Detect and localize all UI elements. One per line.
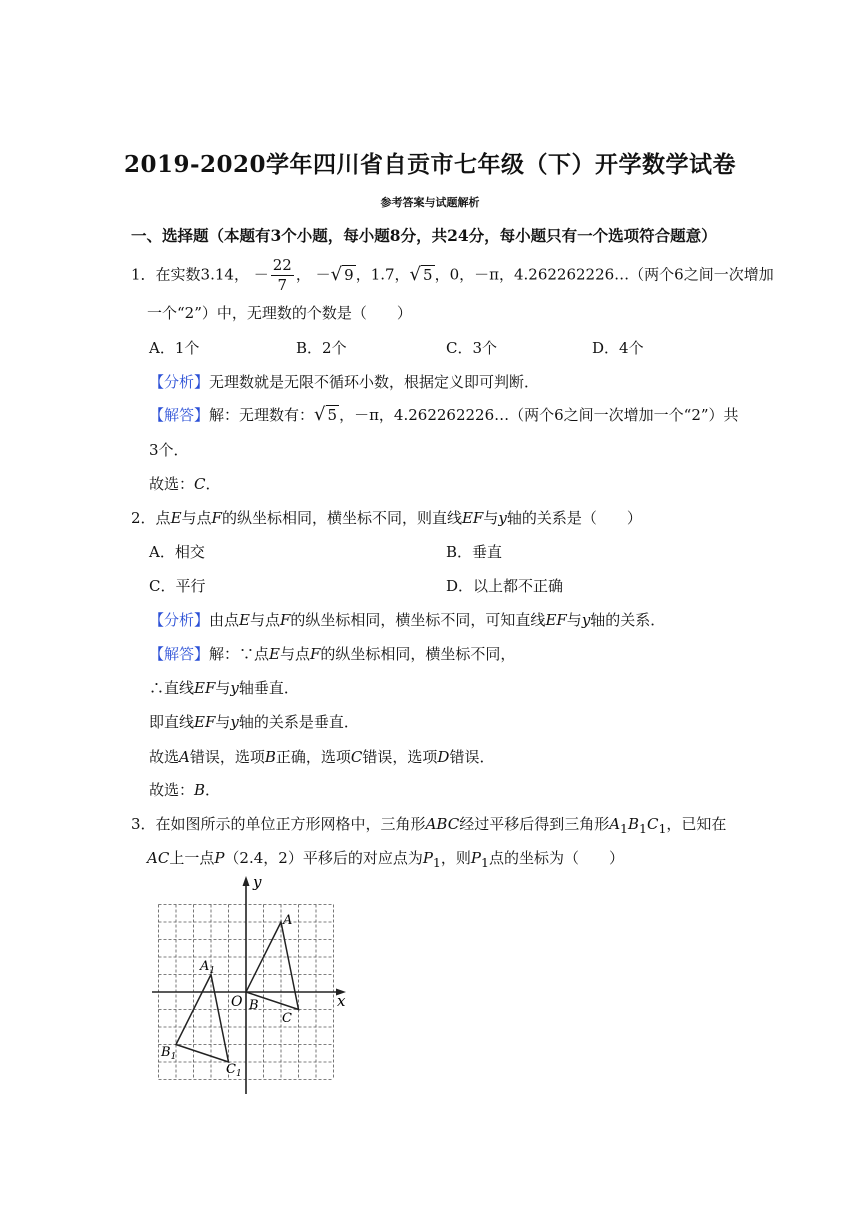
analysis-tag: 【分析】 <box>149 373 210 391</box>
coordinate-grid-figure <box>150 868 360 1098</box>
q1-stem-line2: 一个“2”）中，无理数的个数是（ ） <box>147 304 412 322</box>
origin-label: O <box>231 994 243 1010</box>
point-b1-label: $B_1$ <box>161 1045 177 1062</box>
q1-option-d: D．4个 <box>592 339 644 357</box>
q2-analysis: 【分析】由点E与点F的纵坐标相同，横坐标不同，可知直线EF与y轴的关系． <box>149 611 666 629</box>
q2-choice: 故选：B． <box>149 781 221 799</box>
answer-tag: 【解答】 <box>149 645 210 663</box>
q2-option-c: C．平行 <box>149 577 206 595</box>
q2-answer-therefore: ∴直线EF与y轴垂直． <box>149 679 299 697</box>
triangle-a1b1c1 <box>176 975 229 1063</box>
q2-answer-elimination: 故选A错误，选项B正确，选项C错误，选项D错误． <box>149 748 495 766</box>
analysis-tag: 【分析】 <box>149 611 210 629</box>
page-subtitle: 参考答案与试题解析 <box>380 196 480 209</box>
q2-option-b: B．垂直 <box>446 543 503 561</box>
q3-stem-line1: 3．在如图所示的单位正方形网格中，三角形ABC经过平移后得到三角形$A_1B_1C_1$，已知在 <box>131 815 727 836</box>
q1-choice: 故选：C． <box>149 475 221 493</box>
q3-stem-line2: AC上一点P（2.4，2）平移后的对应点为$P_1$，则$P_1$点的坐标为（ ） <box>147 849 624 870</box>
y-axis-label: y <box>253 873 262 891</box>
section-heading: 一、选择题（本题有3个小题，每小题8分，共24分，每小题只有一个选项符合题意） <box>131 226 717 245</box>
q1-stem-line1: 1．在实数3.14， － $\frac{22}{7}$ ， －√ 9 ，1.7，√ 5 ，0，－π，4.262262226…（两个6之间一次增加 <box>131 256 774 294</box>
q2-answer-line1: 【解答】解：∵点E与点F的纵坐标相同，横坐标不同， <box>149 645 516 663</box>
q1-option-a: A．1个 <box>149 339 200 357</box>
q2-stem: 2．点E与点F的纵坐标相同，横坐标不同，则直线EF与y轴的关系是（ ） <box>131 509 642 527</box>
q1-analysis: 【分析】无理数就是无限不循环小数，根据定义即可判断． <box>149 373 540 391</box>
x-axis-label: x <box>337 992 346 1010</box>
triangle-abc <box>246 922 299 1010</box>
point-b-label: B <box>249 998 259 1013</box>
point-a-label: A <box>283 913 293 928</box>
q2-option-a: A．相交 <box>149 543 205 561</box>
q2-option-d: D．以上都不正确 <box>446 577 564 595</box>
q1-answer-line1: 【解答】解：无理数有：√ 5 ，－π，4.262262226…（两个6之间一次增加一个“2”）共 <box>149 404 739 425</box>
sqrt-9: √ 9 <box>330 263 354 285</box>
sqrt-5: √ 5 <box>409 263 433 285</box>
q1-option-c: C．3个 <box>446 339 498 357</box>
q1-answer-line2: 3个． <box>149 441 189 459</box>
answer-tag: 【解答】 <box>149 406 210 424</box>
point-c-label: C <box>282 1011 292 1026</box>
y-axis-arrow <box>243 876 250 886</box>
sqrt-5: √ 5 <box>314 404 338 425</box>
q2-answer-namely: 即直线EF与y轴的关系是垂直． <box>149 713 359 731</box>
q1-option-b: B．2个 <box>296 339 347 357</box>
point-a1-label: $A_1$ <box>200 959 216 976</box>
fraction-22-7: $\frac{22}{7}$ <box>272 256 292 294</box>
page-title: 2019-2020学年四川省自贡市七年级（下）开学数学试卷 <box>123 151 737 178</box>
point-c1-label: $C_1$ <box>226 1062 242 1079</box>
